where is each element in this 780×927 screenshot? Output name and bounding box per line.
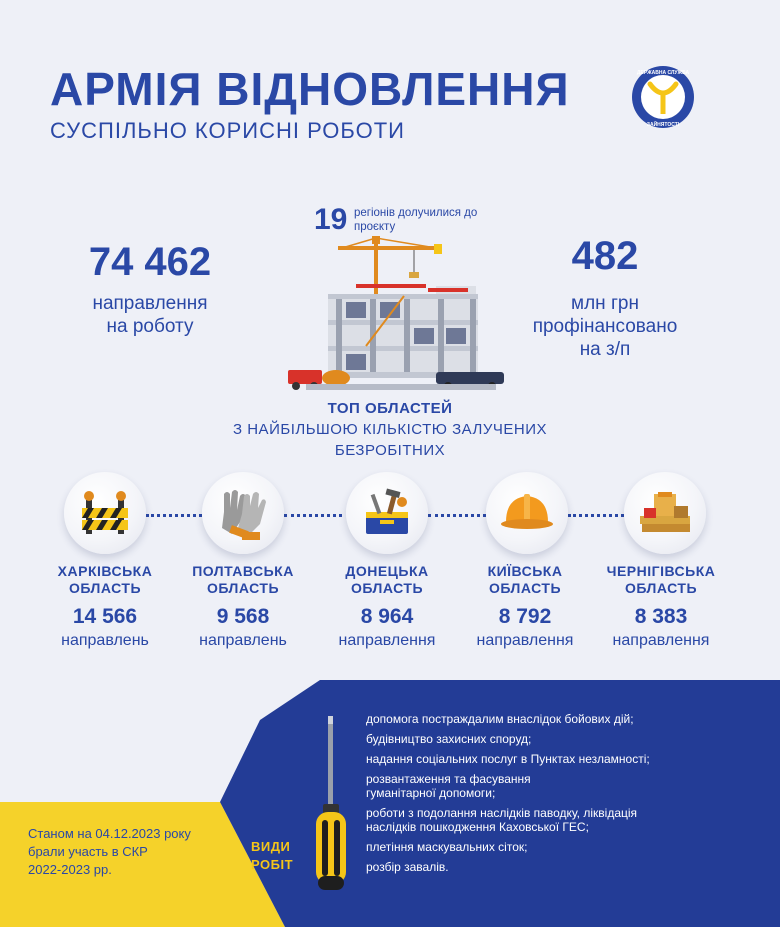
region-name-line: ОБЛАСТЬ (68, 580, 142, 596)
top-heading-line2: З НАЙБІЛЬШОЮ КІЛЬКІСТЮ ЗАЛУЧЕНИХ (233, 421, 547, 438)
region-count-kyiv: 8 792 (498, 605, 552, 628)
region-unit-chernihiv: направлення (612, 632, 710, 649)
toolbox-icon (346, 472, 428, 554)
status-line3: 2022-2023 рр. (28, 862, 112, 877)
region-name-donetsk (312, 563, 462, 597)
hardhat-icon (486, 472, 568, 554)
region-name-kyiv (450, 563, 600, 597)
connector-dots (428, 514, 486, 517)
funding-label-line1: млн грн (571, 293, 639, 314)
gloves-icon (202, 472, 284, 554)
region-unit-kharkiv: направлень (61, 632, 149, 649)
list-item: розвантаження та фасування гуманітарної допомоги; (366, 772, 531, 800)
list-item: надання соціальних послуг в Пунктах незламності; (366, 752, 650, 766)
region-name-poltava (168, 563, 318, 597)
region-name-chernihiv (586, 563, 736, 597)
list-item: допомога постраждалим внаслідок бойових дій; (366, 712, 634, 726)
work-types-list (366, 712, 766, 880)
funding-label-line3: на з/п (579, 339, 631, 360)
region-count-donetsk: 8 964 (360, 605, 414, 628)
page-title: АРМІЯ ВІДНОВЛЕННЯ (50, 63, 570, 115)
funding-total: 482 (571, 234, 639, 278)
funding-label (515, 292, 695, 361)
connector-dots (146, 514, 202, 517)
employment-service-logo (630, 64, 696, 130)
top-regions-heading (0, 398, 780, 461)
region-name-line: ХАРКІВСЬКА (57, 563, 153, 579)
region-name-line: ОБЛАСТЬ (624, 580, 698, 596)
regions-caption: регіонів долучилися до проєкту (354, 207, 478, 233)
materials-icon (624, 472, 706, 554)
region-unit-poltava: направлень (199, 632, 287, 649)
region-unit-donetsk: направлення (338, 632, 436, 649)
work-types-label-line2: РОБІТ (251, 857, 294, 872)
region-unit-kyiv: направлення (476, 632, 574, 649)
svg-text:ДЕРЖАВНА СЛУЖБА: ДЕРЖАВНА СЛУЖБА (636, 70, 690, 76)
region-name-line: ПОЛТАВСЬКА (192, 563, 294, 579)
list-item: розбір завалів. (366, 860, 449, 874)
referrals-label-line1: направлення (92, 293, 208, 314)
svg-text:ЗАЙНЯТОСТІ: ЗАЙНЯТОСТІ (646, 122, 680, 128)
referrals-total: 74 462 (88, 240, 212, 284)
construction-site-illustration (286, 236, 508, 392)
referrals-label (70, 292, 230, 338)
list-item: роботи з подолання наслідків паводку, ліквідація наслідків пошкодження Каховської ГЕС; (366, 806, 638, 834)
list-item: плетіння маскувальних сіток; (366, 840, 528, 854)
list-item: будівництво захисних споруд; (366, 732, 532, 746)
region-name-line: ОБЛАСТЬ (206, 580, 280, 596)
region-name-line: КИЇВСЬКА (487, 563, 563, 579)
connector-dots (284, 514, 342, 517)
region-count-poltava: 9 568 (216, 605, 270, 628)
work-types-label (251, 838, 293, 874)
top-heading-line3: БЕЗРОБІТНИХ (334, 442, 446, 459)
status-line2: брали участь в СКР (28, 844, 148, 859)
regions-count: 19 (314, 203, 348, 236)
region-count-chernihiv: 8 383 (634, 605, 688, 628)
funding-label-line2: профінансовано (532, 316, 678, 337)
work-types-label-line1: ВИДИ (251, 839, 291, 854)
connector-dots (568, 514, 624, 517)
referrals-label-line2: на роботу (106, 316, 194, 337)
region-name-line: ДОНЕЦЬКА (345, 563, 429, 579)
region-name-line: ЧЕРНІГІВСЬКА (606, 563, 716, 579)
barrier-icon (64, 472, 146, 554)
region-name-line: ОБЛАСТЬ (350, 580, 424, 596)
status-note (28, 825, 191, 879)
page-subtitle: СУСПІЛЬНО КОРИСНІ РОБОТИ (50, 118, 405, 143)
region-count-kharkiv: 14 566 (72, 605, 138, 628)
region-name-line: ОБЛАСТЬ (488, 580, 562, 596)
top-heading-line1: ТОП ОБЛАСТЕЙ (327, 400, 453, 417)
status-line1: Станом на 04.12.2023 року (28, 826, 191, 841)
region-name-kharkiv (30, 563, 180, 597)
screwdriver-icon (306, 716, 356, 892)
